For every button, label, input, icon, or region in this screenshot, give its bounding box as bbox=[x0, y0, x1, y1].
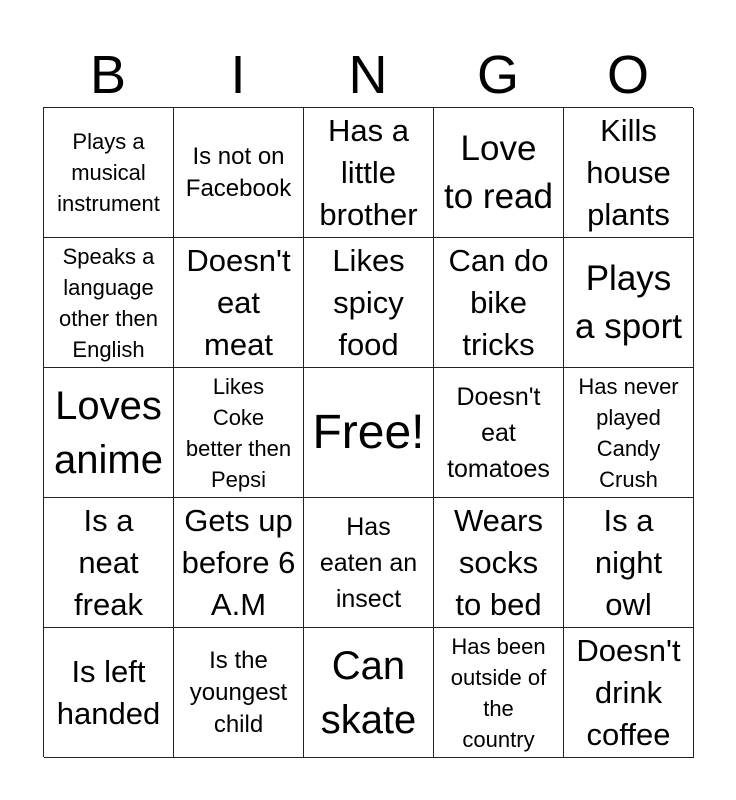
bingo-header bbox=[43, 44, 693, 106]
cell-text: Has a little brother bbox=[319, 112, 418, 232]
header-letter-g: G bbox=[476, 45, 519, 105]
header-letter-n: N bbox=[348, 45, 388, 105]
bingo-cell[interactable] bbox=[174, 108, 304, 238]
cell-text: Is a night owl bbox=[594, 502, 663, 622]
bingo-cell[interactable] bbox=[44, 628, 174, 758]
cell-text: Speaks a language other then English bbox=[58, 243, 159, 362]
bingo-cell[interactable] bbox=[304, 238, 434, 368]
bingo-cell[interactable] bbox=[564, 238, 694, 368]
bingo-cell[interactable] bbox=[564, 368, 694, 498]
cell-text: Doesn't eat tomatoes bbox=[447, 382, 550, 483]
cell-text: Loves anime bbox=[54, 383, 163, 482]
cell-text: Gets up before 6 A.M bbox=[181, 502, 296, 622]
bingo-grid bbox=[43, 107, 693, 757]
cell-text: Is the youngest child bbox=[189, 646, 288, 738]
bingo-cell[interactable] bbox=[44, 368, 174, 498]
cell-text: Doesn't eat meat bbox=[186, 242, 291, 362]
bingo-cell[interactable] bbox=[44, 238, 174, 368]
cell-text: Kills house plants bbox=[586, 112, 671, 232]
free-cell[interactable] bbox=[304, 368, 434, 498]
cell-text: Plays a sport bbox=[575, 258, 682, 346]
cell-text: Doesn't drink coffee bbox=[576, 632, 681, 752]
bingo-cell[interactable] bbox=[434, 238, 564, 368]
bingo-cell[interactable] bbox=[434, 498, 564, 628]
cell-text: Likes Coke better then Pepsi bbox=[185, 373, 292, 492]
bingo-cell[interactable] bbox=[44, 108, 174, 238]
cell-text: Can do bike tricks bbox=[448, 242, 549, 362]
header-letter-b: B bbox=[89, 45, 127, 105]
cell-text: Is not on Facebook bbox=[185, 142, 292, 202]
bingo-cell[interactable] bbox=[174, 238, 304, 368]
bingo-cell[interactable] bbox=[304, 108, 434, 238]
bingo-cell[interactable] bbox=[434, 108, 564, 238]
bingo-cell[interactable] bbox=[174, 628, 304, 758]
bingo-cell[interactable] bbox=[44, 498, 174, 628]
bingo-cell[interactable] bbox=[434, 628, 564, 758]
header-letter-o: O bbox=[606, 45, 649, 105]
cell-text: Likes spicy food bbox=[332, 242, 405, 362]
header-letter-i: I bbox=[230, 45, 246, 105]
bingo-cell[interactable] bbox=[304, 628, 434, 758]
bingo-cell[interactable] bbox=[564, 628, 694, 758]
cell-text: Is left handed bbox=[56, 653, 161, 731]
bingo-cell[interactable] bbox=[564, 108, 694, 238]
bingo-cell[interactable] bbox=[174, 368, 304, 498]
cell-text: Wears socks to bed bbox=[453, 502, 543, 622]
cell-text: Plays a musical instrument bbox=[57, 129, 160, 216]
bingo-cell[interactable] bbox=[564, 498, 694, 628]
cell-text: Has been outside of the country bbox=[450, 633, 547, 752]
bingo-cell[interactable] bbox=[304, 498, 434, 628]
cell-text: Has eaten an insect bbox=[319, 512, 418, 613]
cell-text: Is a neat freak bbox=[74, 502, 143, 622]
bingo-cell[interactable] bbox=[174, 498, 304, 628]
cell-text: Has never played Candy Crush bbox=[578, 373, 679, 492]
cell-text: Love to read bbox=[444, 128, 553, 216]
cell-text: Free! bbox=[312, 405, 425, 459]
cell-text: Can skate bbox=[320, 643, 417, 742]
bingo-cell[interactable] bbox=[434, 368, 564, 498]
